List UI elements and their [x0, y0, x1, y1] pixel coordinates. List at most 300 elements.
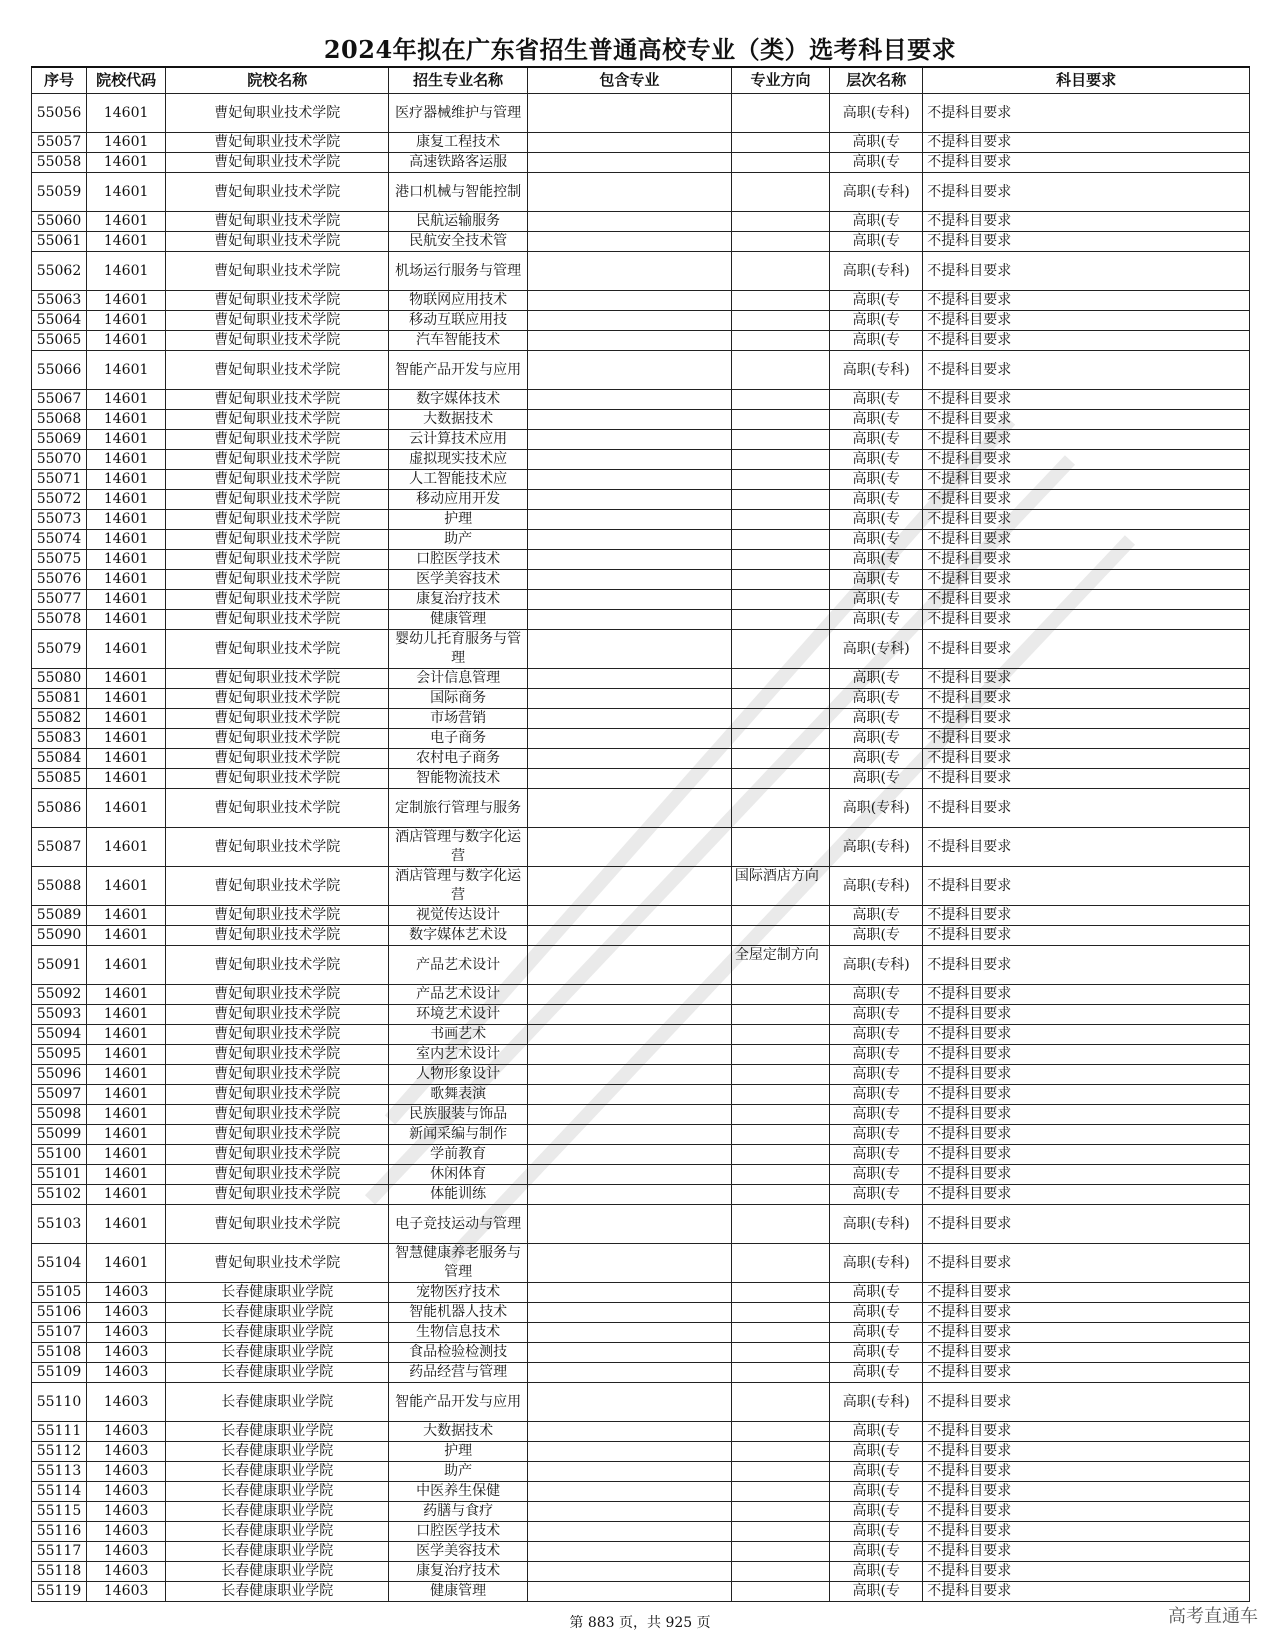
- cell-major: 助产: [389, 530, 528, 550]
- cell-school: 曹妃甸职业技术学院: [166, 390, 389, 410]
- table-row: [32, 1283, 1250, 1303]
- cell-includes: [527, 630, 731, 669]
- cell-direction: [731, 630, 829, 669]
- cell-school: 曹妃甸职业技术学院: [166, 1205, 389, 1244]
- cell-direction: [731, 450, 829, 470]
- cell-requirement: 不提科目要求: [923, 1045, 1250, 1065]
- cell-level: 高职(专: [830, 610, 923, 630]
- cell-school: 曹妃甸职业技术学院: [166, 1085, 389, 1105]
- table-row: [32, 1343, 1250, 1363]
- cell-school: 长春健康职业学院: [166, 1383, 389, 1422]
- cell-direction: [731, 510, 829, 530]
- cell-school: 长春健康职业学院: [166, 1363, 389, 1383]
- table-row: [32, 1422, 1250, 1442]
- table-row: [32, 1025, 1250, 1045]
- cell-direction: [731, 906, 829, 926]
- cell-school: 曹妃甸职业技术学院: [166, 351, 389, 390]
- cell-major: 康复治疗技术: [389, 590, 528, 610]
- cell-seq: 55091: [32, 946, 87, 985]
- cell-seq: 55113: [32, 1462, 87, 1482]
- cell-requirement: 不提科目要求: [923, 94, 1250, 133]
- cell-direction: [731, 1383, 829, 1422]
- cell-requirement: 不提科目要求: [923, 1343, 1250, 1363]
- brand-logo-text: 高考直通车: [1168, 1606, 1258, 1627]
- cell-seq: 55071: [32, 470, 87, 490]
- cell-requirement: 不提科目要求: [923, 173, 1250, 212]
- cell-major: 智能产品开发与应用: [389, 351, 528, 390]
- cell-includes: [527, 351, 731, 390]
- cell-school: 曹妃甸职业技术学院: [166, 729, 389, 749]
- cell-level: 高职(专: [830, 1005, 923, 1025]
- cell-code: 14601: [86, 550, 165, 570]
- cell-school: 曹妃甸职业技术学院: [166, 1065, 389, 1085]
- cell-includes: [527, 749, 731, 769]
- cell-code: 14601: [86, 1244, 165, 1283]
- table-row: [32, 212, 1250, 232]
- cell-major: 酒店管理与数字化运营: [389, 867, 528, 906]
- cell-requirement: 不提科目要求: [923, 1562, 1250, 1582]
- cell-includes: [527, 1383, 731, 1422]
- cell-seq: 55105: [32, 1283, 87, 1303]
- cell-level: 高职(专: [830, 1462, 923, 1482]
- cell-includes: [527, 1283, 731, 1303]
- cell-level: 高职(专: [830, 311, 923, 331]
- cell-seq: 55118: [32, 1562, 87, 1582]
- cell-includes: [527, 1205, 731, 1244]
- cell-level: 高职(专: [830, 1185, 923, 1205]
- cell-level: 高职(专: [830, 153, 923, 173]
- cell-major: 药膳与食疗: [389, 1502, 528, 1522]
- cell-school: 曹妃甸职业技术学院: [166, 1165, 389, 1185]
- table-row: [32, 252, 1250, 291]
- cell-seq: 55117: [32, 1542, 87, 1562]
- cell-requirement: 不提科目要求: [923, 1422, 1250, 1442]
- table-row: [32, 1442, 1250, 1462]
- cell-school: 曹妃甸职业技术学院: [166, 669, 389, 689]
- table-row: [32, 1303, 1250, 1323]
- cell-seq: 55079: [32, 630, 87, 669]
- table-row: [32, 1244, 1250, 1283]
- cell-seq: 55057: [32, 133, 87, 153]
- cell-direction: [731, 689, 829, 709]
- cell-code: 14601: [86, 410, 165, 430]
- table-row: [32, 410, 1250, 430]
- cell-major: 智能产品开发与应用: [389, 1383, 528, 1422]
- table-row: [32, 1065, 1250, 1085]
- cell-code: 14601: [86, 252, 165, 291]
- cell-level: 高职(专: [830, 530, 923, 550]
- cell-level: 高职(专: [830, 749, 923, 769]
- cell-requirement: 不提科目要求: [923, 769, 1250, 789]
- cell-requirement: 不提科目要求: [923, 1522, 1250, 1542]
- cell-direction: [731, 709, 829, 729]
- cell-includes: [527, 331, 731, 351]
- cell-code: 14601: [86, 1165, 165, 1185]
- table-row: [32, 470, 1250, 490]
- cell-includes: [527, 610, 731, 630]
- cell-direction: [731, 1025, 829, 1045]
- cell-direction: [731, 1562, 829, 1582]
- cell-direction: [731, 390, 829, 410]
- cell-school: 曹妃甸职业技术学院: [166, 906, 389, 926]
- table-row: [32, 985, 1250, 1005]
- table-row: [32, 1462, 1250, 1482]
- cell-direction: [731, 1502, 829, 1522]
- table-row: [32, 1542, 1250, 1562]
- cell-includes: [527, 1303, 731, 1323]
- cell-seq: 55112: [32, 1442, 87, 1462]
- table-row: [32, 1085, 1250, 1105]
- cell-requirement: 不提科目要求: [923, 331, 1250, 351]
- cell-requirement: 不提科目要求: [923, 1502, 1250, 1522]
- cell-requirement: 不提科目要求: [923, 510, 1250, 530]
- cell-includes: [527, 689, 731, 709]
- cell-requirement: 不提科目要求: [923, 1005, 1250, 1025]
- cell-code: 14603: [86, 1582, 165, 1602]
- cell-requirement: 不提科目要求: [923, 291, 1250, 311]
- cell-code: 14603: [86, 1303, 165, 1323]
- cell-includes: [527, 570, 731, 590]
- cell-school: 曹妃甸职业技术学院: [166, 490, 389, 510]
- cell-school: 曹妃甸职业技术学院: [166, 769, 389, 789]
- cell-level: 高职(专: [830, 212, 923, 232]
- cell-direction: [731, 985, 829, 1005]
- cell-direction: [731, 490, 829, 510]
- cell-includes: [527, 709, 731, 729]
- cell-includes: [527, 1085, 731, 1105]
- table-row: [32, 867, 1250, 906]
- cell-code: 14603: [86, 1562, 165, 1582]
- cell-major: 书画艺术: [389, 1025, 528, 1045]
- table-row: [32, 1582, 1250, 1602]
- cell-level: 高职(专: [830, 291, 923, 311]
- cell-code: 14601: [86, 906, 165, 926]
- cell-seq: 55110: [32, 1383, 87, 1422]
- cell-major: 生物信息技术: [389, 1323, 528, 1343]
- cell-seq: 55081: [32, 689, 87, 709]
- cell-direction: [731, 430, 829, 450]
- cell-direction: [731, 252, 829, 291]
- cell-seq: 55108: [32, 1343, 87, 1363]
- cell-level: 高职(专科): [830, 630, 923, 669]
- cell-level: 高职(专: [830, 1442, 923, 1462]
- cell-includes: [527, 1462, 731, 1482]
- cell-level: 高职(专: [830, 331, 923, 351]
- cell-direction: [731, 173, 829, 212]
- cell-direction: [731, 153, 829, 173]
- cell-includes: [527, 252, 731, 291]
- cell-direction: [731, 769, 829, 789]
- cell-requirement: 不提科目要求: [923, 867, 1250, 906]
- cell-requirement: 不提科目要求: [923, 1025, 1250, 1045]
- cell-includes: [527, 1244, 731, 1283]
- cell-code: 14601: [86, 450, 165, 470]
- cell-school: 曹妃甸职业技术学院: [166, 749, 389, 769]
- cell-includes: [527, 946, 731, 985]
- cell-major: 环境艺术设计: [389, 1005, 528, 1025]
- cell-code: 14601: [86, 331, 165, 351]
- cell-seq: 55060: [32, 212, 87, 232]
- cell-level: 高职(专: [830, 590, 923, 610]
- cell-direction: [731, 1422, 829, 1442]
- cell-direction: [731, 570, 829, 590]
- cell-school: 长春健康职业学院: [166, 1442, 389, 1462]
- cell-code: 14601: [86, 173, 165, 212]
- cell-requirement: 不提科目要求: [923, 828, 1250, 867]
- cell-school: 曹妃甸职业技术学院: [166, 94, 389, 133]
- cell-level: 高职(专: [830, 1522, 923, 1542]
- cell-requirement: 不提科目要求: [923, 689, 1250, 709]
- cell-seq: 55098: [32, 1105, 87, 1125]
- cell-direction: [731, 1283, 829, 1303]
- table-row: [32, 351, 1250, 390]
- cell-requirement: 不提科目要求: [923, 1165, 1250, 1185]
- cell-school: 曹妃甸职业技术学院: [166, 450, 389, 470]
- cell-seq: 55106: [32, 1303, 87, 1323]
- cell-direction: [731, 351, 829, 390]
- cell-code: 14601: [86, 1185, 165, 1205]
- cell-requirement: 不提科目要求: [923, 311, 1250, 331]
- cell-includes: [527, 926, 731, 946]
- cell-requirement: 不提科目要求: [923, 1442, 1250, 1462]
- cell-direction: [731, 1105, 829, 1125]
- cell-seq: 55072: [32, 490, 87, 510]
- cell-direction: [731, 470, 829, 490]
- cell-seq: 55074: [32, 530, 87, 550]
- cell-level: 高职(专: [830, 1105, 923, 1125]
- cell-direction: [731, 331, 829, 351]
- cell-major: 民族服装与饰品: [389, 1105, 528, 1125]
- cell-includes: [527, 390, 731, 410]
- cell-code: 14601: [86, 1205, 165, 1244]
- cell-direction: [731, 1185, 829, 1205]
- cell-requirement: 不提科目要求: [923, 570, 1250, 590]
- cell-code: 14603: [86, 1363, 165, 1383]
- cell-major: 新闻采编与制作: [389, 1125, 528, 1145]
- cell-code: 14601: [86, 1005, 165, 1025]
- cell-school: 曹妃甸职业技术学院: [166, 1125, 389, 1145]
- cell-level: 高职(专: [830, 1145, 923, 1165]
- cell-level: 高职(专: [830, 1343, 923, 1363]
- cell-direction: [731, 311, 829, 331]
- cell-includes: [527, 410, 731, 430]
- table-row: [32, 729, 1250, 749]
- table-row: [32, 570, 1250, 590]
- table-row: [32, 510, 1250, 530]
- cell-direction: [731, 133, 829, 153]
- cell-includes: [527, 1363, 731, 1383]
- cell-includes: [527, 1323, 731, 1343]
- cell-school: 曹妃甸职业技术学院: [166, 430, 389, 450]
- table-row: [32, 1383, 1250, 1422]
- cell-direction: [731, 1085, 829, 1105]
- table-row: [32, 1145, 1250, 1165]
- cell-level: 高职(专科): [830, 789, 923, 828]
- cell-school: 长春健康职业学院: [166, 1542, 389, 1562]
- table-header-row: [32, 67, 1250, 94]
- cell-seq: 55099: [32, 1125, 87, 1145]
- cell-seq: 55104: [32, 1244, 87, 1283]
- col-header-school: 院校名称: [166, 67, 389, 94]
- cell-seq: 55070: [32, 450, 87, 470]
- cell-code: 14601: [86, 470, 165, 490]
- requirements-table: [31, 66, 1250, 1602]
- cell-requirement: 不提科目要求: [923, 749, 1250, 769]
- cell-direction: [731, 1045, 829, 1065]
- cell-major: 健康管理: [389, 1582, 528, 1602]
- cell-seq: 55115: [32, 1502, 87, 1522]
- cell-level: 高职(专: [830, 1542, 923, 1562]
- cell-includes: [527, 1185, 731, 1205]
- cell-includes: [527, 1502, 731, 1522]
- cell-major: 国际商务: [389, 689, 528, 709]
- cell-seq: 55103: [32, 1205, 87, 1244]
- cell-code: 14601: [86, 709, 165, 729]
- cell-direction: [731, 1363, 829, 1383]
- cell-requirement: 不提科目要求: [923, 1283, 1250, 1303]
- cell-includes: [527, 1165, 731, 1185]
- cell-level: 高职(专: [830, 232, 923, 252]
- cell-school: 曹妃甸职业技术学院: [166, 1045, 389, 1065]
- cell-seq: 55088: [32, 867, 87, 906]
- cell-includes: [527, 490, 731, 510]
- table-row: [32, 1125, 1250, 1145]
- cell-code: 14601: [86, 1025, 165, 1045]
- cell-direction: [731, 1442, 829, 1462]
- table-row: [32, 828, 1250, 867]
- cell-code: 14603: [86, 1283, 165, 1303]
- cell-requirement: 不提科目要求: [923, 1244, 1250, 1283]
- cell-school: 曹妃甸职业技术学院: [166, 867, 389, 906]
- cell-direction: [731, 926, 829, 946]
- cell-school: 曹妃甸职业技术学院: [166, 1025, 389, 1045]
- cell-level: 高职(专: [830, 906, 923, 926]
- cell-level: 高职(专: [830, 1303, 923, 1323]
- cell-includes: [527, 1522, 731, 1542]
- table-row: [32, 1165, 1250, 1185]
- cell-major: 药品经营与管理: [389, 1363, 528, 1383]
- table-row: [32, 291, 1250, 311]
- cell-requirement: 不提科目要求: [923, 212, 1250, 232]
- cell-code: 14601: [86, 94, 165, 133]
- cell-seq: 55107: [32, 1323, 87, 1343]
- cell-major: 移动互联应用技: [389, 311, 528, 331]
- cell-code: 14603: [86, 1542, 165, 1562]
- cell-level: 高职(专: [830, 769, 923, 789]
- cell-direction: [731, 212, 829, 232]
- cell-direction: [731, 1542, 829, 1562]
- cell-level: 高职(专: [830, 1025, 923, 1045]
- cell-major: 医学美容技术: [389, 570, 528, 590]
- cell-code: 14603: [86, 1323, 165, 1343]
- cell-major: 民航安全技术管: [389, 232, 528, 252]
- cell-seq: 55076: [32, 570, 87, 590]
- table-row: [32, 590, 1250, 610]
- table-row: [32, 232, 1250, 252]
- cell-code: 14603: [86, 1343, 165, 1363]
- cell-level: 高职(专: [830, 669, 923, 689]
- cell-includes: [527, 1343, 731, 1363]
- cell-code: 14601: [86, 669, 165, 689]
- cell-major: 健康管理: [389, 610, 528, 630]
- cell-school: 曹妃甸职业技术学院: [166, 232, 389, 252]
- cell-major: 产品艺术设计: [389, 946, 528, 985]
- cell-includes: [527, 291, 731, 311]
- cell-requirement: 不提科目要求: [923, 1542, 1250, 1562]
- table-row: [32, 390, 1250, 410]
- cell-code: 14601: [86, 1105, 165, 1125]
- cell-major: 中医养生保健: [389, 1482, 528, 1502]
- cell-major: 食品检验检测技: [389, 1343, 528, 1363]
- table-row: [32, 1323, 1250, 1343]
- cell-seq: 55077: [32, 590, 87, 610]
- cell-level: 高职(专: [830, 1065, 923, 1085]
- cell-code: 14601: [86, 946, 165, 985]
- table-row: [32, 1363, 1250, 1383]
- cell-school: 长春健康职业学院: [166, 1462, 389, 1482]
- cell-direction: [731, 1145, 829, 1165]
- cell-level: 高职(专: [830, 1165, 923, 1185]
- cell-major: 口腔医学技术: [389, 550, 528, 570]
- cell-includes: [527, 1562, 731, 1582]
- cell-major: 电子竞技运动与管理: [389, 1205, 528, 1244]
- cell-direction: [731, 669, 829, 689]
- col-header-seq: 序号: [32, 67, 87, 94]
- col-header-includes: 包含专业: [527, 67, 731, 94]
- cell-seq: 55073: [32, 510, 87, 530]
- table-row: [32, 1205, 1250, 1244]
- cell-requirement: 不提科目要求: [923, 709, 1250, 729]
- cell-requirement: 不提科目要求: [923, 153, 1250, 173]
- cell-code: 14601: [86, 926, 165, 946]
- cell-includes: [527, 430, 731, 450]
- table-row: [32, 669, 1250, 689]
- cell-direction: [731, 590, 829, 610]
- cell-major: 定制旅行管理与服务: [389, 789, 528, 828]
- table-row: [32, 133, 1250, 153]
- table-row: [32, 689, 1250, 709]
- cell-code: 14601: [86, 490, 165, 510]
- cell-level: 高职(专: [830, 1582, 923, 1602]
- cell-includes: [527, 450, 731, 470]
- cell-seq: 55061: [32, 232, 87, 252]
- cell-level: 高职(专: [830, 430, 923, 450]
- cell-school: 曹妃甸职业技术学院: [166, 1005, 389, 1025]
- cell-seq: 55058: [32, 153, 87, 173]
- cell-school: 曹妃甸职业技术学院: [166, 789, 389, 828]
- cell-requirement: 不提科目要求: [923, 232, 1250, 252]
- cell-school: 曹妃甸职业技术学院: [166, 530, 389, 550]
- cell-code: 14603: [86, 1482, 165, 1502]
- cell-includes: [527, 173, 731, 212]
- cell-requirement: 不提科目要求: [923, 1482, 1250, 1502]
- cell-major: 汽车智能技术: [389, 331, 528, 351]
- cell-direction: 全屋定制方向: [731, 946, 829, 985]
- cell-direction: [731, 610, 829, 630]
- cell-school: 曹妃甸职业技术学院: [166, 510, 389, 530]
- cell-direction: [731, 530, 829, 550]
- cell-seq: 55080: [32, 669, 87, 689]
- cell-level: 高职(专: [830, 689, 923, 709]
- cell-level: 高职(专: [830, 985, 923, 1005]
- cell-seq: 55056: [32, 94, 87, 133]
- cell-major: 移动应用开发: [389, 490, 528, 510]
- cell-major: 电子商务: [389, 729, 528, 749]
- cell-level: 高职(专科): [830, 1205, 923, 1244]
- cell-level: 高职(专: [830, 1422, 923, 1442]
- cell-includes: [527, 1025, 731, 1045]
- cell-level: 高职(专: [830, 1283, 923, 1303]
